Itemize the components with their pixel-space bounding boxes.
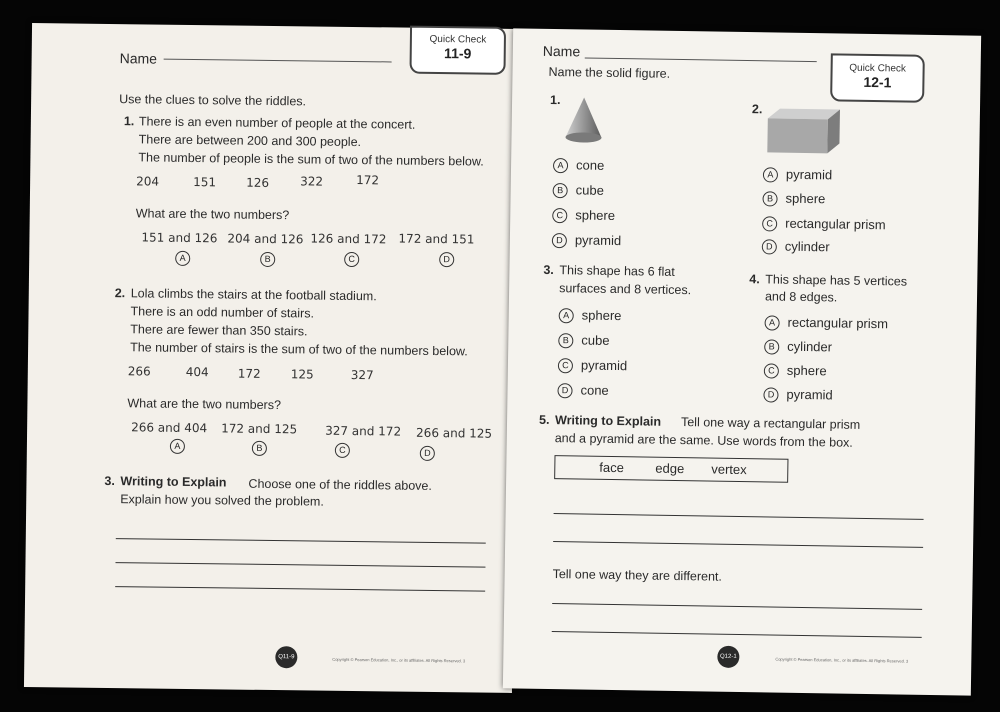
quick-check-badge — [409, 26, 506, 75]
page-badge: Q11-9 — [275, 646, 297, 668]
option-row[interactable] — [553, 157, 604, 174]
word-box-term: vertex — [711, 461, 747, 478]
option-row[interactable] — [763, 166, 832, 183]
name-field[interactable] — [164, 59, 392, 63]
question-text: There is an even number of people at the concert. — [138, 114, 416, 132]
page-badge: Q12-1 — [717, 646, 739, 668]
number-choice: 151 — [193, 175, 217, 190]
number-choice: 172 — [356, 173, 380, 188]
option-row[interactable] — [764, 338, 832, 355]
question-text: There are between 200 and 300 people. — [138, 132, 362, 150]
copyright-notice: Copyright © Pearson Education, Inc., or its affiliates. All Rights Reserved. 3 — [775, 656, 909, 664]
question-number: 3. — [104, 473, 116, 489]
option-label: cube — [575, 182, 605, 198]
name-field[interactable] — [585, 57, 817, 62]
option-label: cone — [575, 157, 605, 173]
option-label: cylinder — [784, 238, 830, 255]
option-row[interactable] — [558, 332, 609, 349]
answer-bubble-d[interactable]: D — [439, 252, 454, 267]
option-row[interactable] — [552, 207, 615, 224]
option-row[interactable] — [762, 190, 825, 207]
cone-figure — [561, 95, 606, 146]
answer-option: 172 and 125 — [221, 421, 298, 437]
quick-check-number: 11-9 — [444, 45, 472, 62]
question-prompt: What are the two numbers? — [135, 206, 290, 223]
answer-option: 266 and 125 — [416, 425, 493, 441]
question-number: 5. — [538, 412, 550, 427]
answer-bubble-d[interactable]: D — [762, 239, 777, 254]
number-choice: 204 — [136, 174, 160, 189]
question-text: and a pyramid are the same. Use words from the box. — [554, 431, 853, 450]
question-text: The number of people is the sum of two of the numbers below. — [138, 150, 484, 169]
answer-line[interactable] — [116, 538, 486, 544]
answer-bubble-b[interactable]: B — [558, 333, 573, 348]
option-label: cube — [581, 332, 610, 348]
answer-option: 204 and 126 — [227, 231, 304, 247]
answer-option: 151 and 126 — [141, 230, 218, 246]
quick-check-title: Quick Check — [849, 62, 907, 75]
answer-bubble-a[interactable]: A — [175, 251, 190, 266]
word-box-term: edge — [655, 460, 685, 477]
question-number: 2. — [751, 102, 763, 117]
quick-check-number: 12-1 — [863, 73, 892, 91]
option-row[interactable] — [764, 314, 888, 332]
option-row[interactable] — [553, 182, 604, 199]
instructions: Name the solid figure. — [548, 64, 671, 81]
question-number: 1. — [549, 92, 561, 108]
option-label: sphere — [785, 190, 826, 207]
answer-bubble-c[interactable]: C — [552, 208, 567, 223]
question-text: Choose one of the riddles above. — [248, 476, 433, 493]
option-label: pyramid — [574, 232, 622, 249]
copyright-notice: Copyright © Pearson Education, Inc., or its affiliates. All Rights Reserved. 3 — [332, 656, 466, 664]
answer-bubble-d[interactable]: D — [763, 387, 778, 402]
answer-bubble-d[interactable]: D — [552, 233, 567, 248]
option-label: sphere — [575, 207, 616, 223]
answer-line[interactable] — [554, 513, 924, 520]
answer-line[interactable] — [552, 631, 922, 638]
option-row[interactable] — [557, 382, 608, 399]
option-row[interactable] — [762, 238, 830, 255]
question-prompt: Tell one way they are different. — [552, 567, 723, 584]
name-label: Name — [119, 50, 158, 67]
question-number: 2. — [114, 286, 126, 301]
instructions: Use the clues to solve the riddles. — [119, 92, 307, 109]
option-row[interactable] — [762, 215, 886, 233]
answer-bubble-b[interactable]: B — [252, 441, 267, 456]
number-choice: 126 — [246, 175, 270, 190]
answer-option: 266 and 404 — [131, 420, 208, 436]
question-text: Tell one way a rectangular prism — [680, 415, 861, 432]
option-row[interactable] — [552, 232, 621, 249]
question-number: 1. — [123, 114, 135, 129]
answer-bubble-d[interactable]: D — [557, 383, 572, 398]
option-row[interactable] — [558, 357, 627, 374]
option-label: sphere — [786, 362, 827, 379]
question-text: There are fewer than 350 stairs. — [130, 322, 308, 339]
option-label: pyramid — [785, 166, 833, 183]
number-choice: 125 — [290, 367, 314, 382]
question-text: and 8 edges. — [764, 289, 838, 305]
word-box — [554, 455, 788, 483]
answer-bubble-b[interactable]: B — [553, 183, 568, 198]
answer-bubble-d[interactable]: D — [420, 446, 435, 461]
question-text: This shape has 5 vertices — [765, 272, 908, 289]
answer-bubble-c[interactable]: C — [335, 443, 350, 458]
option-label: rectangular prism — [785, 215, 886, 233]
quick-check-badge — [830, 53, 925, 102]
word-box-term: face — [599, 459, 625, 476]
answer-bubble-b[interactable]: B — [260, 252, 275, 267]
question-text: Explain how you solved the problem. — [120, 492, 324, 509]
answer-bubble-b[interactable]: B — [764, 339, 779, 354]
answer-line[interactable] — [553, 541, 923, 548]
answer-bubble-b[interactable]: B — [762, 191, 777, 206]
option-row[interactable] — [763, 386, 832, 403]
question-text: There is an odd number of stairs. — [130, 304, 315, 321]
writing-to-explain-title: Writing to Explain — [554, 413, 662, 429]
answer-bubble-a[interactable]: A — [553, 158, 568, 173]
answer-bubble-c[interactable]: C — [764, 363, 779, 378]
question-prompt: What are the two numbers? — [127, 396, 282, 413]
option-row[interactable] — [764, 362, 827, 379]
option-label: pyramid — [786, 386, 833, 403]
right-worksheet-page — [503, 28, 981, 695]
answer-option: 126 and 172 — [310, 231, 387, 247]
answer-bubble-a[interactable]: A — [559, 308, 574, 323]
option-label: rectangular prism — [787, 314, 889, 332]
name-label: Name — [542, 42, 581, 60]
answer-bubble-c[interactable]: C — [344, 252, 359, 267]
option-label: cylinder — [787, 338, 833, 355]
answer-option: 327 and 172 — [325, 423, 402, 439]
answer-line[interactable] — [115, 562, 485, 568]
answer-bubble-c[interactable]: C — [558, 358, 573, 373]
writing-to-explain-title: Writing to Explain — [120, 474, 227, 490]
answer-bubble-a[interactable]: A — [764, 315, 779, 330]
number-choice: 172 — [237, 366, 261, 381]
number-choice: 404 — [185, 364, 209, 380]
answer-bubble-a[interactable]: A — [763, 167, 778, 182]
question-text: This shape has 6 flat — [559, 263, 675, 279]
rectangular-prism-figure — [765, 106, 842, 157]
question-number: 4. — [749, 272, 760, 287]
option-label: pyramid — [580, 357, 628, 374]
number-choice: 322 — [300, 174, 324, 189]
answer-bubble-c[interactable]: C — [762, 216, 777, 231]
number-choice: 327 — [350, 367, 374, 383]
answer-line[interactable] — [115, 586, 485, 592]
left-worksheet-page — [24, 23, 520, 693]
quick-check-title: Quick Check — [429, 33, 487, 46]
option-row[interactable] — [559, 307, 622, 324]
option-label: sphere — [581, 307, 622, 324]
number-choice: 266 — [127, 364, 151, 379]
answer-option: 172 and 151 — [398, 231, 475, 247]
question-number: 3. — [543, 262, 554, 278]
option-label: cone — [580, 382, 609, 398]
question-text: Lola climbs the stairs at the football stadium. — [130, 286, 377, 304]
question-text: The number of stairs is the sum of two of the numbers below. — [130, 340, 468, 359]
answer-line[interactable] — [552, 603, 922, 610]
question-text: surfaces and 8 vertices. — [559, 281, 692, 298]
answer-bubble-a[interactable]: A — [170, 439, 185, 454]
